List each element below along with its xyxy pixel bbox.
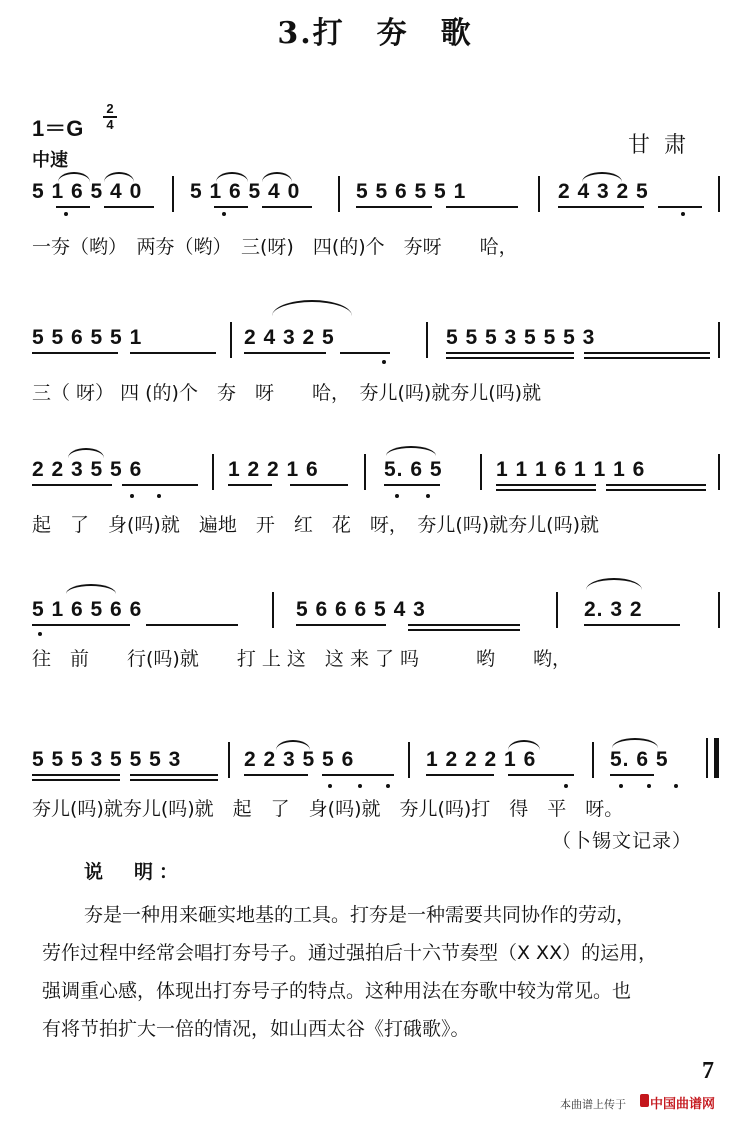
low-octave-dot xyxy=(222,212,226,216)
barline xyxy=(338,176,340,212)
beam xyxy=(606,484,706,486)
barline xyxy=(718,176,720,212)
beam xyxy=(228,484,272,486)
beam xyxy=(584,624,680,626)
beam xyxy=(244,774,308,776)
time-signature xyxy=(103,103,117,131)
slur xyxy=(612,738,658,748)
low-octave-dot xyxy=(564,784,568,788)
beam xyxy=(356,206,432,208)
low-octave-dot xyxy=(64,212,68,216)
slur xyxy=(508,740,540,750)
low-octave-dot xyxy=(358,784,362,788)
measure-2-1: 5 5 6 5 5 1 xyxy=(32,326,143,349)
low-octave-dot xyxy=(386,784,390,788)
lyrics-row-5: 夯儿(吗)就夯儿(吗)就 起 了 身(吗)就 夯儿(吗)打 得 平 呀。 xyxy=(32,798,624,820)
tempo-marking: 中速 xyxy=(32,150,68,171)
beam-2 xyxy=(32,779,120,781)
barline xyxy=(718,454,720,490)
beam xyxy=(446,206,518,208)
beam xyxy=(56,206,90,208)
measure-2-2: 2 4 3 2 5 xyxy=(244,326,335,349)
slur xyxy=(276,740,310,750)
measure-3-2: 1 2 2 1 6 xyxy=(228,458,319,481)
final-barline-thick xyxy=(714,738,719,778)
beam xyxy=(32,624,130,626)
beam xyxy=(558,206,644,208)
beam xyxy=(214,206,248,208)
slur xyxy=(68,448,104,458)
beam xyxy=(340,352,390,354)
barline xyxy=(408,742,410,778)
beam xyxy=(496,484,596,486)
measure-2-3: 5 5 5 3 5 5 5 3 xyxy=(446,326,596,349)
beam xyxy=(322,774,394,776)
slur xyxy=(66,584,116,594)
measure-5-2: 2 2 3 5 5 6 xyxy=(244,748,355,771)
low-octave-dot xyxy=(382,360,386,364)
barline xyxy=(212,454,214,490)
slur xyxy=(58,172,90,182)
measure-4-3: 2. 3 2 xyxy=(584,598,643,621)
song-title: 3.打 夯 歌 xyxy=(277,16,473,51)
explanation-line-2: 劳作过程中经常会唱打夯号子。通过强拍后十六节奏型（X XX）的运用， xyxy=(42,942,658,964)
beam xyxy=(130,352,216,354)
measure-5-4: 5. 6 5 xyxy=(610,748,669,771)
slur xyxy=(586,578,642,590)
measure-3-1: 2 2 3 5 5 6 xyxy=(32,458,143,481)
lyrics-row-1: 一夯（哟） 两夯（哟） 三(呀) 四(的)个 夯呀 哈， xyxy=(32,236,518,258)
beam xyxy=(130,774,218,776)
low-octave-dot xyxy=(681,212,685,216)
explanation-line-3: 强调重心感，体现出打夯号子的特点。这种用法在夯歌中较为常见。也 xyxy=(42,980,632,1002)
song-origin: 甘肃 xyxy=(628,133,701,158)
beam xyxy=(32,484,112,486)
explanation-line-1: 夯是一种用来砸实地基的工具。打夯是一种需要共同协作的劳动， xyxy=(84,904,636,926)
measure-1-1: 5 1 6 5 4 0 xyxy=(32,180,143,203)
beam xyxy=(296,624,386,626)
lyrics-row-4: 往 前 行(吗)就 打 上 这 这 来 了 吗 哟 哟， xyxy=(32,648,572,670)
barline xyxy=(538,176,540,212)
measure-4-1: 5 1 6 5 6 6 xyxy=(32,598,143,621)
barline xyxy=(272,592,274,628)
slur xyxy=(386,446,436,456)
low-octave-dot xyxy=(674,784,678,788)
barline xyxy=(718,592,720,628)
slur xyxy=(216,172,248,182)
beam xyxy=(146,624,238,626)
time-signature-top: 2 xyxy=(106,101,114,116)
beam xyxy=(32,352,118,354)
slur xyxy=(104,172,134,182)
barline xyxy=(172,176,174,212)
beam xyxy=(584,352,710,354)
beam xyxy=(508,774,574,776)
barline xyxy=(364,454,366,490)
beam xyxy=(610,774,654,776)
beam-2 xyxy=(606,489,706,491)
barline xyxy=(480,454,482,490)
explanation-line-4: 有将节拍扩大一倍的情况，如山西太谷《打硪歌》。 xyxy=(42,1018,470,1040)
beam xyxy=(408,624,520,626)
measure-5-3: 1 2 2 2 1 6 xyxy=(426,748,537,771)
low-octave-dot xyxy=(157,494,161,498)
beam xyxy=(290,484,348,486)
measure-5-1: 5 5 5 3 5 5 5 3 xyxy=(32,748,182,771)
measure-4-2: 5 6 6 6 5 4 3 xyxy=(296,598,426,621)
beam xyxy=(32,774,120,776)
site-logo-text[interactable]: 中国曲谱网 xyxy=(650,1097,716,1112)
barline xyxy=(426,322,428,358)
beam-2 xyxy=(584,357,710,359)
low-octave-dot xyxy=(647,784,651,788)
time-signature-bottom: 4 xyxy=(106,117,114,132)
beam xyxy=(244,352,326,354)
low-octave-dot xyxy=(395,494,399,498)
beam-2 xyxy=(130,779,218,781)
beam-2 xyxy=(446,357,574,359)
measure-1-4: 2 4 3 2 5 xyxy=(558,180,649,203)
measure-1-3: 5 5 6 5 5 1 xyxy=(356,180,467,203)
lyrics-row-3: 起 了 身(吗)就 遍地 开 红 花 呀， 夯儿(吗)就夯儿(吗)就 xyxy=(32,514,599,536)
transcription-credit: （卜锡文记录） xyxy=(552,830,693,852)
site-logo-icon xyxy=(640,1094,649,1107)
beam xyxy=(658,206,702,208)
explanation-heading: 说 明： xyxy=(84,861,185,883)
barline xyxy=(718,322,720,358)
upload-note: 本曲谱上传于 xyxy=(560,1098,626,1111)
measure-3-4: 1 1 1 6 1 1 1 6 xyxy=(496,458,646,481)
beam xyxy=(446,352,574,354)
barline xyxy=(556,592,558,628)
lyrics-row-2: 三（ 呀） 四 (的)个 夯 呀 哈， 夯儿(吗)就夯儿(吗)就 xyxy=(32,382,542,404)
barline xyxy=(228,742,230,778)
barline xyxy=(230,322,232,358)
measure-1-2: 5 1 6 5 4 0 xyxy=(190,180,301,203)
page-number: 7 xyxy=(702,1058,714,1084)
low-octave-dot xyxy=(619,784,623,788)
low-octave-dot xyxy=(38,632,42,636)
low-octave-dot xyxy=(130,494,134,498)
beam xyxy=(122,484,198,486)
measure-3-3: 5. 6 5 xyxy=(384,458,443,481)
low-octave-dot xyxy=(328,784,332,788)
beam xyxy=(426,774,494,776)
slur xyxy=(582,172,622,182)
barline xyxy=(592,742,594,778)
beam-2 xyxy=(408,629,520,631)
beam xyxy=(262,206,312,208)
beam-2 xyxy=(496,489,596,491)
slur xyxy=(262,172,292,182)
beam xyxy=(384,484,440,486)
final-barline-thin xyxy=(706,738,708,778)
beam xyxy=(104,206,154,208)
low-octave-dot xyxy=(426,494,430,498)
slur xyxy=(272,300,352,316)
key-signature: 1＝G xyxy=(32,116,84,141)
